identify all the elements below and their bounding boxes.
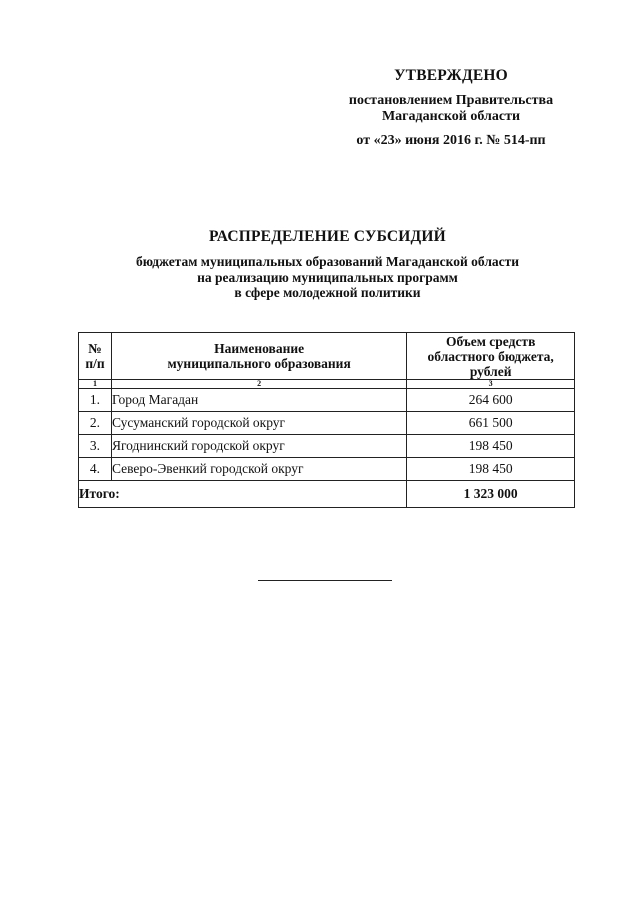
row-amount: 198 450 [407,458,575,481]
total-row [79,481,575,508]
table-header-row [79,333,575,380]
table-row [79,458,575,481]
header-name [111,333,406,380]
row-municipality: Ягоднинский городской округ [111,435,406,458]
header-number-line-2: п/п [85,356,105,371]
header-amount [407,333,575,380]
header-amount-line-2: областного бюджета, [427,348,554,364]
column-number: 2 [111,380,406,389]
header-number-line-1: № [88,341,102,356]
header-amount-line-1: Объем средств [445,333,536,349]
row-municipality: Сусуманский городской округ [111,412,406,435]
header-number [79,333,112,380]
header-name-line-1: Наименование [214,341,305,356]
row-number: 4. [79,458,112,481]
header-name-line-2: муниципального образования [167,356,351,371]
approval-line-1: постановлением Правительства [348,93,554,108]
total-label: Итого: [79,481,407,508]
subtitle-line-1: бюджетам муниципальных образований Магаданской области [135,254,520,269]
row-amount: 198 450 [407,435,575,458]
subsidies-table [78,332,575,508]
row-municipality: Северо-Эвенкий городской округ [111,458,406,481]
row-number: 2. [79,412,112,435]
approval-line-3: от «23» июня 2016 г. № 514-пп [356,133,546,148]
row-amount: 661 500 [407,412,575,435]
row-municipality: Город Магадан [111,389,406,412]
total-amount: 1 323 000 [407,481,575,508]
closing-rule [258,580,392,581]
column-number-row [79,380,575,389]
column-number: 3 [407,380,575,389]
table-row [79,435,575,458]
approved-label: УТВЕРЖДЕНО [394,67,508,84]
document-heading [80,228,575,301]
approval-line-2: Магаданской области [381,109,521,124]
approval-block [320,68,582,149]
row-number: 3. [79,435,112,458]
header-amount-line-3: рублей [469,363,512,379]
table-row [79,412,575,435]
row-number: 1. [79,389,112,412]
subtitle-line-2: на реализацию муниципальных программ [197,269,458,285]
table-row [79,389,575,412]
row-amount: 264 600 [407,389,575,412]
subtitle-line-3: в сфере молодежной политики [234,285,421,300]
column-number: 1 [79,380,112,389]
document-title: РАСПРЕДЕЛЕНИЕ СУБСИДИЙ [209,228,446,245]
